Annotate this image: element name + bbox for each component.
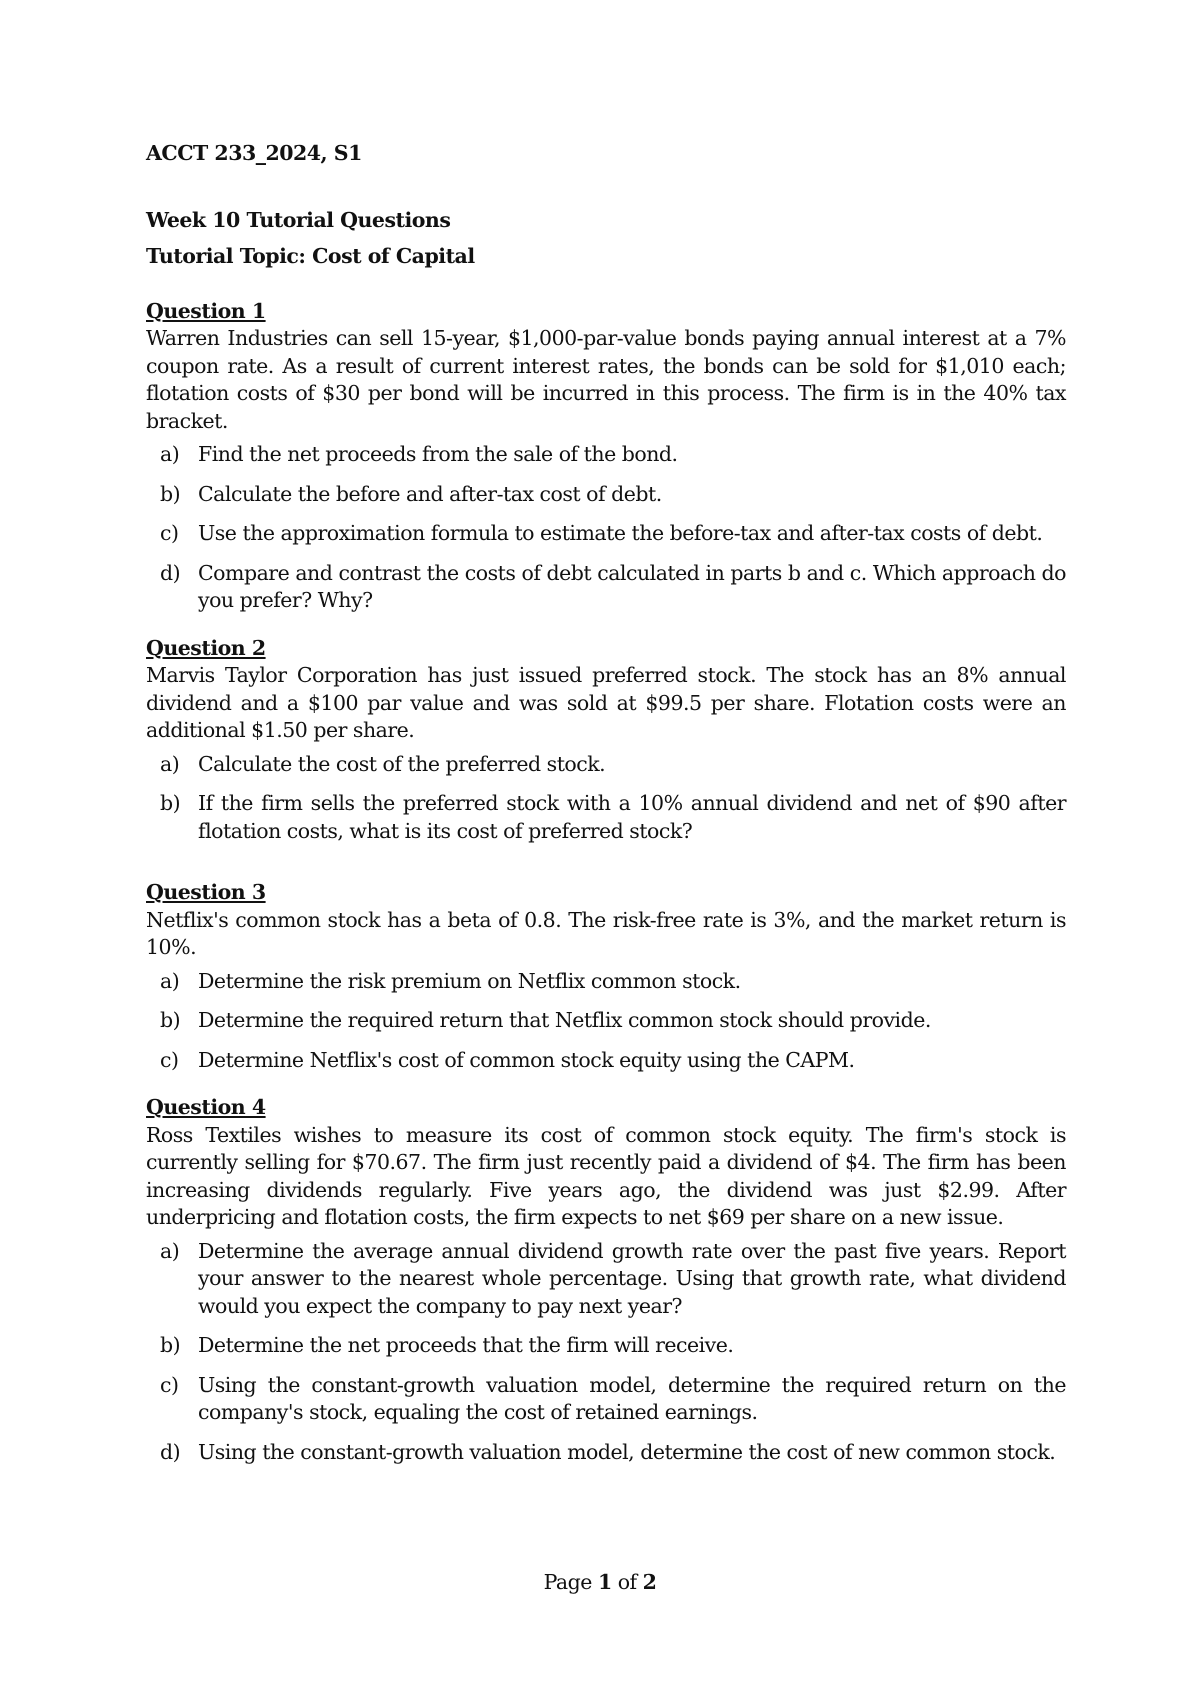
question-part (146, 968, 1066, 996)
part-letter: c) (160, 1047, 179, 1072)
question-title: Question 2 (146, 635, 266, 660)
part-letter: b) (160, 481, 181, 506)
part-letter: b) (160, 1008, 181, 1032)
question-parts (146, 1238, 1066, 1467)
week-title: Week 10 Tutorial Questions (146, 207, 451, 232)
part-letter: a) (160, 442, 180, 466)
part-text: Calculate the cost of the preferred stock. (198, 751, 606, 776)
part-text: Using the constant-growth valuation model, determine the required return on the company's stock, equaling the cost of retained earnings. (198, 1372, 1066, 1424)
question-intro: Ross Textiles wishes to measure its cost of common stock equity. The firm's stock is currently selling for $70.67. The firm just recently paid a dividend of $4. The firm has been increasing dividends regularly. Five years ago, the dividend was just $2.99. After underpricing and flotation costs, the firm expects to net $69 per share on a new issue. (146, 1122, 1066, 1229)
page-footer (0, 1570, 1200, 1594)
page-total: 2 (642, 1570, 657, 1594)
part-text: If the firm sells the preferred stock with a 10% annual dividend and net of $90 after flotation costs, what is its cost of preferred stock? (198, 791, 1066, 843)
part-letter: c) (160, 1372, 179, 1397)
question-3 (146, 879, 1066, 1074)
question-1 (146, 298, 1066, 615)
part-letter: a) (160, 968, 180, 993)
question-parts (146, 751, 1066, 846)
question-part (146, 441, 1066, 469)
part-text: Use the approximation formula to estimate the before-tax and after-tax costs of debt. (198, 521, 1043, 545)
part-letter: c) (160, 521, 179, 545)
question-part (146, 560, 1066, 615)
question-intro: Netflix's common stock has a beta of 0.8. The risk-free rate is 3%, and the market return is 10%. (146, 907, 1066, 959)
question-part (146, 1332, 1066, 1360)
page-of-label: of (611, 1570, 643, 1594)
part-text: Determine the required return that Netflix common stock should provide. (198, 1008, 931, 1032)
question-part (146, 1047, 1066, 1075)
question-parts (146, 968, 1066, 1075)
part-text: Using the constant-growth valuation model, determine the cost of new common stock. (198, 1439, 1056, 1464)
page-label: Page (543, 1570, 598, 1594)
part-text: Determine the net proceeds that the firm will receive. (198, 1333, 734, 1357)
question-part (146, 520, 1066, 548)
question-4 (146, 1094, 1066, 1466)
part-letter: a) (160, 751, 180, 776)
part-text: Determine Netflix's cost of common stock equity using the CAPM. (198, 1047, 855, 1072)
part-text: Calculate the before and after-tax cost of debt. (198, 481, 662, 506)
topic-title: Tutorial Topic: Cost of Capital (146, 243, 475, 268)
question-part (146, 1372, 1066, 1427)
part-text: Find the net proceeds from the sale of the bond. (198, 442, 678, 466)
question-2 (146, 635, 1066, 846)
part-letter: a) (160, 1238, 180, 1263)
part-text: Compare and contrast the costs of debt calculated in parts b and c. Which approach do you prefer? Why? (198, 560, 1066, 612)
question-part (146, 1238, 1066, 1321)
part-letter: b) (160, 791, 181, 815)
question-part (146, 790, 1066, 845)
question-part (146, 751, 1066, 779)
question-part (146, 1007, 1066, 1035)
question-title: Question 1 (146, 298, 266, 323)
question-intro: Warren Industries can sell 15-year, $1,000-par-value bonds paying annual interest at a 7% coupon rate. As a result of current interest rates, the bonds can be sold for $1,010 each; flotation costs of $30 per bond will be incurred in this process. The firm is in the 40% tax bracket. (146, 326, 1066, 433)
page-current: 1 (597, 1570, 612, 1594)
part-text: Determine the average annual dividend growth rate over the past five years. Report your answer to the nearest whole percentage. Using that growth rate, what dividend would you expect the company to pay next year? (198, 1238, 1066, 1318)
part-letter: d) (160, 1439, 181, 1464)
part-letter: b) (160, 1333, 181, 1357)
page-content (146, 140, 1066, 1486)
question-part (146, 1439, 1066, 1467)
part-text: Determine the risk premium on Netflix common stock. (198, 968, 741, 993)
question-part (146, 481, 1066, 509)
question-title: Question 4 (146, 1095, 266, 1119)
heading-block (146, 202, 1066, 274)
course-code: ACCT 233_2024, S1 (146, 141, 362, 165)
question-title: Question 3 (146, 880, 266, 904)
question-parts (146, 441, 1066, 615)
part-letter: d) (160, 560, 181, 585)
question-intro: Marvis Taylor Corporation has just issued preferred stock. The stock has an 8% annual dividend and a $100 par value and was sold at $99.5 per share. Flotation costs were an additional $1.50 per share. (146, 663, 1066, 742)
